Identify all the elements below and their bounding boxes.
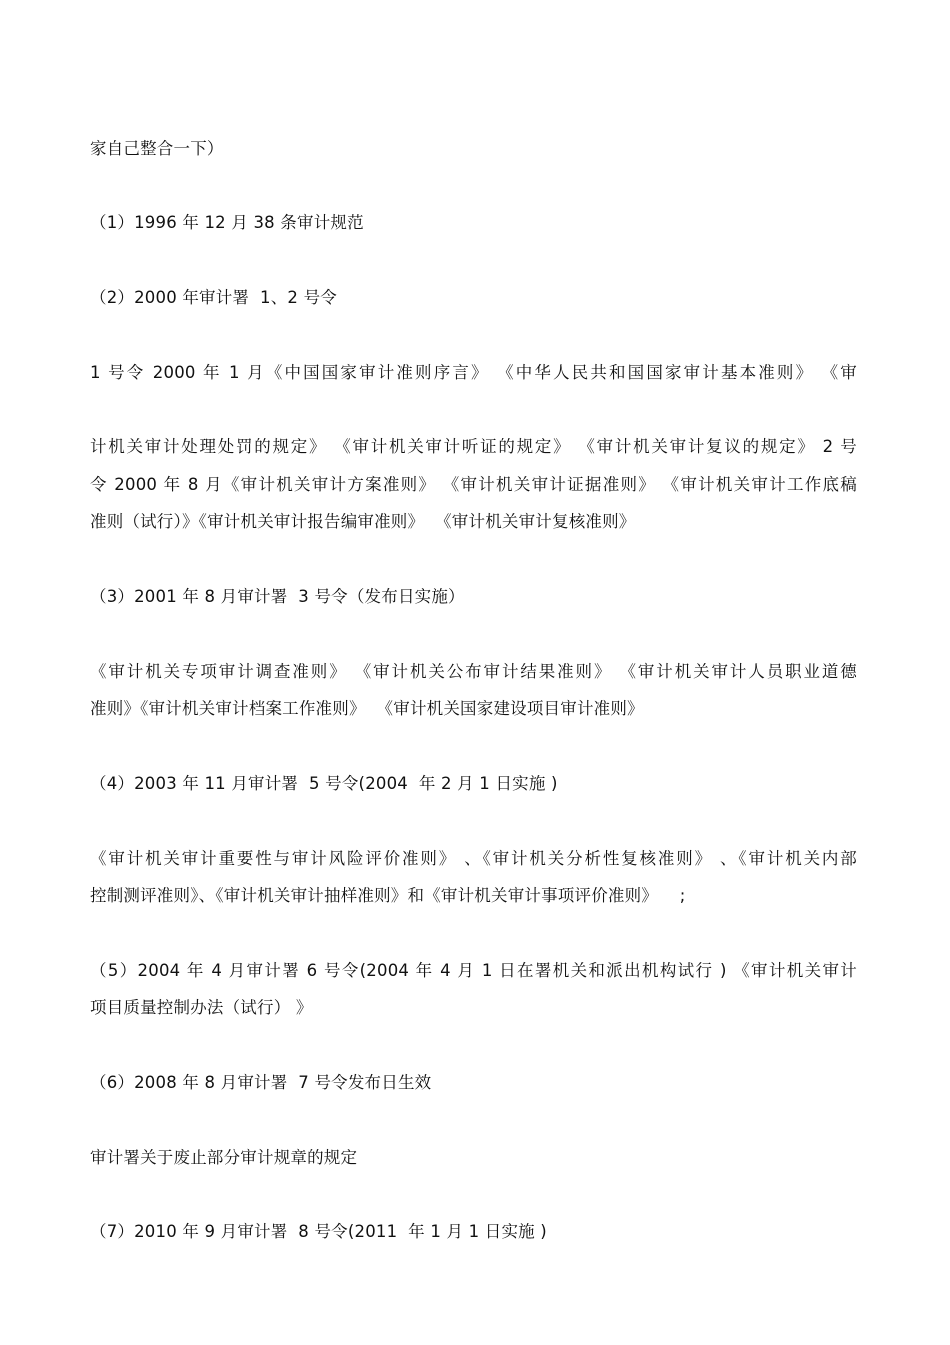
item-2-heading: （2）2000 年审计署 1、2 号令 [90, 288, 337, 307]
paragraph-intro: 家自己整合一下） [90, 139, 224, 158]
item-7-heading: （7）2010 年 9 月审计署 8 号令(2011 年 1 月 1 日实施 ) [90, 1222, 547, 1241]
item-3-heading: （3）2001 年 8 月审计署 3 号令（发布日实施） [90, 587, 465, 606]
item-3-body-line-1: 《审计机关专项审计调查准则》 《审计机关公布审计结果准则》 《审计机关审计人员职业道德 [90, 662, 857, 681]
item-2-body-line-1: 1 号令 2000 年 1 月《中国国家审计准则序言》 《中华人民共和国国家审计基本准则》 《审 [90, 363, 857, 382]
item-4-heading: （4）2003 年 11 月审计署 5 号令(2004 年 2 月 1 日实施 ) [90, 774, 558, 793]
item-2-body-line-3: 令 2000 年 8 月《审计机关审计方案准则》 《审计机关审计证据准则》 《审计机关审计工作底稿 [90, 475, 857, 494]
item-5-heading-line-2: 项目质量控制办法（试行） 》 [90, 998, 313, 1017]
item-6-heading: （6）2008 年 8 月审计署 7 号令发布日生效 [90, 1073, 432, 1092]
item-4-body-line-1: 《审计机关审计重要性与审计风险评价准则》 、《审计机关分析性复核准则》 、《审计机关内部 [90, 849, 857, 868]
item-3-body-line-2: 准则》《审计机关审计档案工作准则》 《审计机关国家建设项目审计准则》 [90, 699, 644, 718]
item-1-heading: （1）1996 年 12 月 38 条审计规范 [90, 213, 364, 232]
item-2-body-line-2: 计机关审计处理处罚的规定》 《审计机关审计听证的规定》 《审计机关审计复议的规定》 2 号 [90, 437, 857, 456]
item-2-body-line-4: 准则（试行）》《审计机关审计报告编审准则》 《审计机关审计复核准则》 [90, 512, 636, 531]
item-4-body-line-2: 控制测评准则》、《审计机关审计抽样准则》和《审计机关审计事项评价准则》 ; [90, 886, 686, 905]
item-6-body: 审计署关于废止部分审计规章的规定 [90, 1148, 358, 1167]
item-5-heading-line-1: （5）2004 年 4 月审计署 6 号令(2004 年 4 月 1 日在署机关和派出机构试行 ) 《审计机关审计 [90, 961, 857, 980]
